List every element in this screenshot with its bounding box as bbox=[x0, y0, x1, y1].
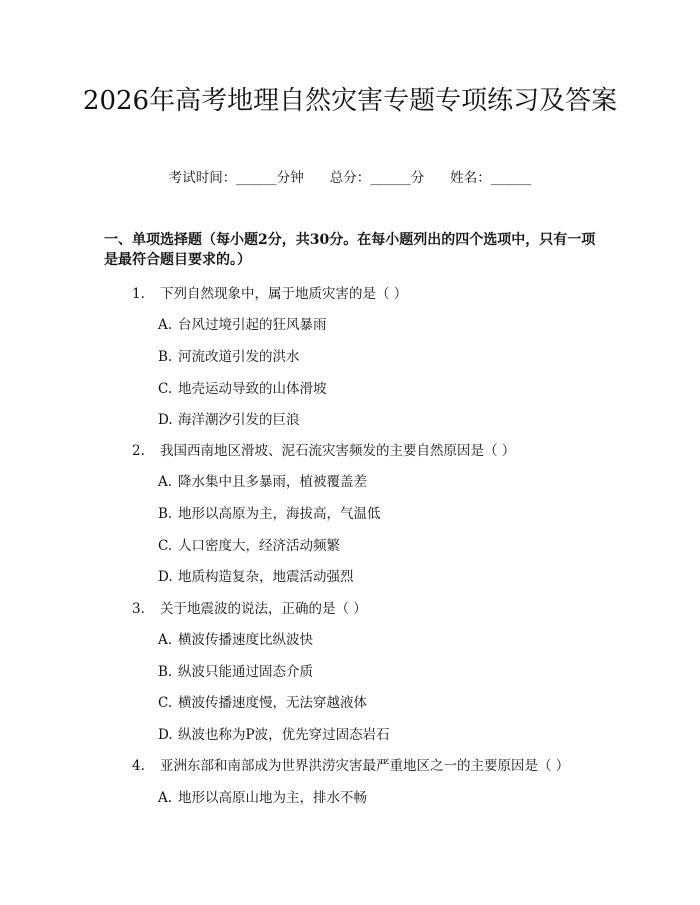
option-text: 地形以高原为主，海拔高，气温低 bbox=[178, 506, 381, 522]
question-2-option-b bbox=[158, 505, 381, 523]
total-score-field: 总分：______分 bbox=[329, 170, 425, 186]
question-2-option-c bbox=[158, 537, 340, 555]
document-title: 2026年高考地理自然灾害专题专项练习及答案 bbox=[82, 86, 618, 116]
option-letter: A. bbox=[158, 317, 173, 333]
option-text: 降水集中且多暴雨，植被覆盖差 bbox=[178, 474, 367, 490]
option-letter: C. bbox=[158, 695, 173, 711]
option-text: 海洋潮汐引发的巨浪 bbox=[178, 412, 300, 428]
option-text: 人口密度大，经济活动频繁 bbox=[178, 538, 340, 554]
question-4-stem bbox=[132, 757, 569, 775]
question-4-option-a bbox=[158, 789, 367, 807]
question-number: 4. bbox=[132, 758, 145, 774]
question-text: 关于地震波的说法，正确的是（ ） bbox=[160, 601, 367, 617]
option-letter: A. bbox=[158, 474, 173, 490]
option-letter: B. bbox=[158, 506, 173, 522]
question-3-option-b bbox=[158, 663, 313, 681]
student-name-field: 姓名：______ bbox=[450, 170, 532, 186]
option-letter: D. bbox=[158, 412, 173, 428]
question-text: 我国西南地区滑坡、泥石流灾害频发的主要自然原因是（ ） bbox=[160, 443, 516, 459]
option-text: 横波传播速度慢，无法穿越液体 bbox=[178, 695, 367, 711]
question-1-stem bbox=[132, 285, 407, 303]
question-3-option-a bbox=[158, 631, 313, 649]
question-text: 下列自然现象中，属于地质灾害的是（ ） bbox=[160, 286, 408, 302]
exam-meta-line bbox=[0, 168, 700, 188]
question-number: 2. bbox=[132, 443, 145, 459]
question-3-stem bbox=[132, 600, 367, 618]
question-1-option-b bbox=[158, 348, 300, 366]
question-1-option-a bbox=[158, 316, 327, 334]
option-text: 纵波也称为P波，优先穿过固态岩石 bbox=[178, 727, 390, 743]
question-1-option-c bbox=[158, 380, 327, 398]
option-letter: C. bbox=[158, 538, 173, 554]
option-text: 纵波只能通过固态介质 bbox=[178, 664, 313, 680]
option-text: 地形以高原山地为主，排水不畅 bbox=[178, 790, 367, 806]
option-letter: A. bbox=[158, 632, 173, 648]
question-number: 3. bbox=[132, 601, 145, 617]
option-letter: D. bbox=[158, 727, 173, 743]
option-text: 地壳运动导致的山体滑坡 bbox=[178, 381, 327, 397]
section-heading: 一、单项选择题（每小题2分，共30分。在每小题列出的四个选项中，只有一项是最符合题目要求的。） bbox=[104, 232, 596, 268]
option-text: 横波传播速度比纵波快 bbox=[178, 632, 313, 648]
question-number: 1. bbox=[132, 286, 145, 302]
question-2-option-d bbox=[158, 568, 354, 586]
option-letter: D. bbox=[158, 569, 173, 585]
option-letter: B. bbox=[158, 664, 173, 680]
question-2-stem bbox=[132, 442, 515, 460]
option-letter: B. bbox=[158, 349, 173, 365]
question-3-option-c bbox=[158, 694, 367, 712]
option-letter: C. bbox=[158, 381, 173, 397]
option-text: 台风过境引起的狂风暴雨 bbox=[178, 317, 327, 333]
question-2-option-a bbox=[158, 473, 367, 491]
option-text: 河流改道引发的洪水 bbox=[178, 349, 300, 365]
exam-time-field: 考试时间：______分钟 bbox=[168, 170, 304, 186]
question-1-option-d bbox=[158, 411, 300, 429]
option-text: 地质构造复杂，地震活动强烈 bbox=[178, 569, 354, 585]
option-letter: A. bbox=[158, 790, 173, 806]
question-text: 亚洲东部和南部成为世界洪涝灾害最严重地区之一的主要原因是（ ） bbox=[160, 758, 570, 774]
question-3-option-d bbox=[158, 726, 390, 744]
